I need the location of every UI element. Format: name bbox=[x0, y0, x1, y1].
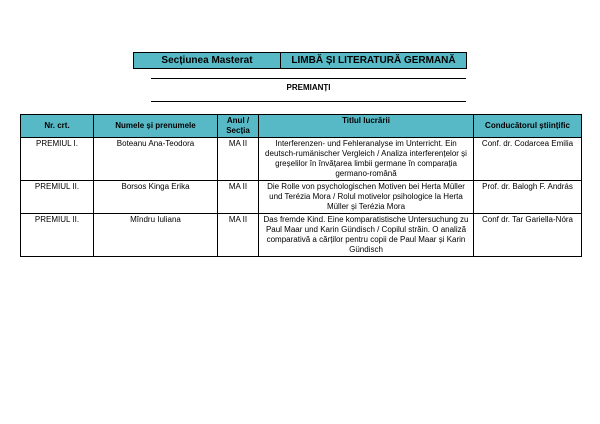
table-row bbox=[21, 181, 582, 214]
section-header bbox=[133, 52, 467, 69]
cell-prize: PREMIUL II. bbox=[21, 214, 94, 257]
laureates-table bbox=[20, 114, 582, 257]
cell-name: Boteanu Ana-Teodora bbox=[94, 138, 218, 181]
table-header-row bbox=[21, 115, 582, 138]
subtitle-laureates: PREMIANȚI bbox=[286, 83, 331, 92]
header-coordinator: Conducătorul științific bbox=[474, 115, 582, 138]
cell-name: Mîndru Iuliana bbox=[94, 214, 218, 257]
cell-year: MA II bbox=[218, 181, 259, 214]
header-year: Anul / Secția bbox=[218, 115, 259, 138]
divider-top bbox=[151, 78, 466, 79]
cell-year: MA II bbox=[218, 214, 259, 257]
cell-title: Das fremde Kind. Eine komparatistische Untersuchung zu Paul Maar und Karin Gündisch / Copilul străin. O analiză comparativă a cărților pentru copii de Paul Maar și Karin Gündisch bbox=[259, 214, 474, 257]
cell-coordinator: Prof. dr. Balogh F. András bbox=[474, 181, 582, 214]
header-nr: Nr. crt. bbox=[21, 115, 94, 138]
divider-bottom bbox=[151, 101, 466, 102]
cell-name: Borsos Kinga Erika bbox=[94, 181, 218, 214]
cell-prize: PREMIUL I. bbox=[21, 138, 94, 181]
header-name: Numele și prenumele bbox=[94, 115, 218, 138]
cell-title: Die Rolle von psychologischen Motiven bei Herta Müller und Terézia Mora / Rolul motivelor psihologice la Herta Müller și Terézia Mora bbox=[259, 181, 474, 214]
section-value: LIMBĂ ȘI LITERATURĂ GERMANĂ bbox=[291, 55, 456, 66]
section-label: Secțiunea Masterat bbox=[134, 53, 281, 68]
cell-title: Interferenzen- und Fehleranalyse im Unterricht. Ein deutsch-rumänischer Vergleich / Analiza interferențelor și greșelilor în învățarea limbii germane în comparația germano-română bbox=[259, 138, 474, 181]
cell-coordinator: Conf. dr. Codarcea Emilia bbox=[474, 138, 582, 181]
cell-coordinator: Conf dr. Tar Gariella-Nóra bbox=[474, 214, 582, 257]
cell-year: MA II bbox=[218, 138, 259, 181]
table-row bbox=[21, 138, 582, 181]
header-title: Titlul lucrării bbox=[259, 115, 474, 138]
table-row bbox=[21, 214, 582, 257]
cell-prize: PREMIUL II. bbox=[21, 181, 94, 214]
